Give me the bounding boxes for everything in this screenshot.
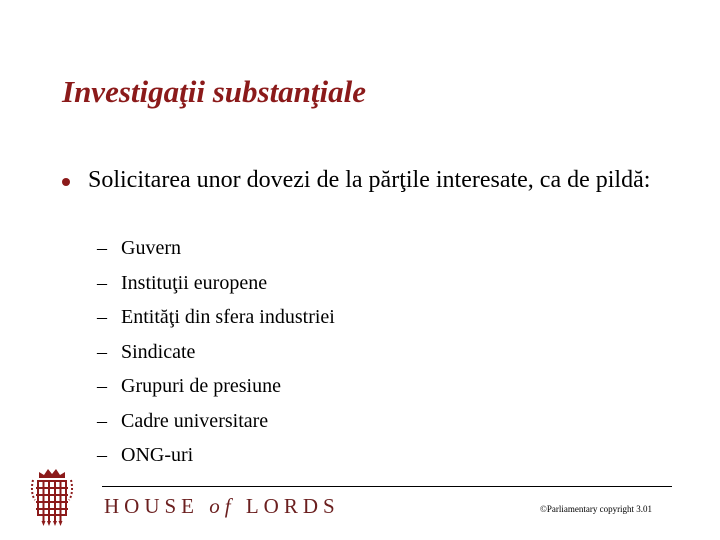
sub-bullet-text: Entităţi din sfera industriei: [121, 306, 335, 328]
copyright-notice: ©Parliamentary copyright 3.01: [540, 504, 653, 514]
sub-bullet-item: [97, 268, 335, 303]
footer-divider: [102, 486, 672, 487]
house-of-lords-wordmark: [104, 494, 340, 519]
lords-word: LORDS: [235, 494, 340, 518]
sub-bullet-item: [97, 233, 335, 268]
dash-marker: –: [97, 444, 107, 466]
of-word: of: [209, 494, 236, 518]
dash-marker: –: [97, 409, 107, 432]
sub-bullet-item: [97, 440, 335, 475]
sub-bullet-text: ONG-uri: [121, 444, 194, 466]
sub-bullet-text: Guvern: [121, 237, 181, 259]
sub-bullet-item: [97, 371, 335, 406]
main-bullet-text: Solicitarea unor dovezi de la părţile interesate, ca de pildă:: [88, 167, 651, 193]
dash-marker: –: [97, 306, 107, 328]
sub-bullet-text: Instituţii europene: [121, 271, 268, 294]
sub-bullet-text: Grupuri de presiune: [121, 375, 281, 397]
sub-bullet-item: [97, 302, 335, 337]
sub-bullet-text: Sindicate: [121, 340, 196, 363]
dash-marker: –: [97, 375, 107, 397]
dash-marker: –: [97, 340, 107, 363]
sub-bullet-item: [97, 337, 335, 372]
dash-marker: –: [97, 237, 107, 259]
sub-bullet-list: [97, 233, 335, 475]
sub-bullet-item: [97, 406, 335, 441]
house-word: HOUSE: [104, 494, 210, 518]
portcullis-icon: [29, 466, 75, 530]
sub-bullet-text: Cadre universitare: [121, 409, 269, 432]
bullet-dot-icon: [62, 178, 70, 186]
slide-title: Investigaţii substanţiale: [62, 74, 367, 109]
dash-marker: –: [97, 271, 107, 294]
